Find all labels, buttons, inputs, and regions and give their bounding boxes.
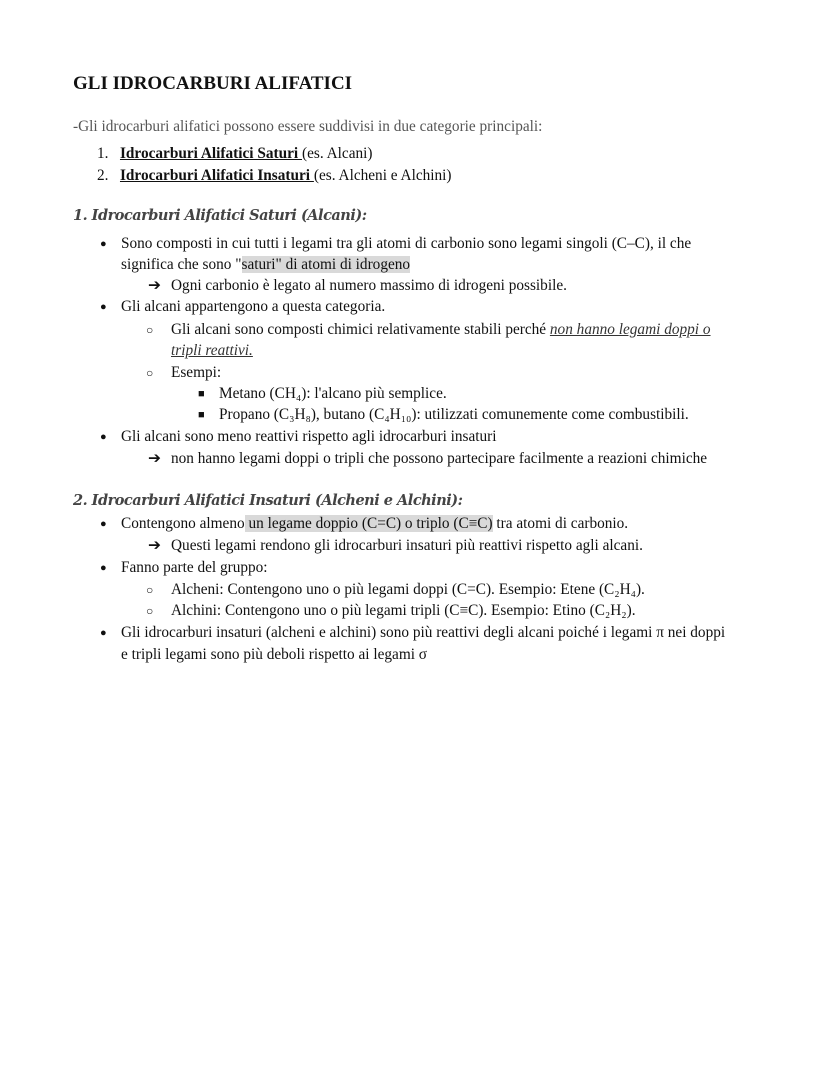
circle-bullet-icon: ○ [146,604,154,618]
s2-bullet-3-line-1: Gli idrocarburi insaturi (alcheni e alchini) sono più reattivi degli alcani poiché i legami π nei doppi [121,624,726,641]
bullet-icon: ● [100,518,107,530]
circle-bullet-icon: ○ [146,583,154,597]
bullet-icon: ● [100,562,107,574]
item-text: (es. Alcheni e Alchini) [313,167,452,184]
emphasized-text: non hanno legami doppi o [549,321,711,338]
highlighted-text: saturi" di atomi di idrogeno [241,256,411,273]
s2-bullet-1 [121,514,628,534]
example-2: Propano (C₃H₈), butano (C₄H₁₀): utilizzati comunemente come combustibili. [219,406,689,423]
highlighted-text: un legame doppio (C=C) o triplo (C≡C) [244,515,493,532]
s1-sub-2: Esempi: [171,364,222,381]
square-bullet-icon: ■ [198,409,205,421]
numbered-item-2 [97,166,452,186]
s1-arrow-1: Ogni carbonio è legato al numero massimo di idrogeni possibile. [171,277,567,294]
text: tra atomi di carbonio. [492,515,629,532]
s2-sub-2: Alchini: Contengono uno o più legami tripli (C≡C). Esempio: Etino (C₂H₂). [171,602,636,619]
s1-bullet-3: Gli alcani sono meno reattivi rispetto agli idrocarburi insaturi [121,428,497,445]
s1-arrow-2: non hanno legami doppi o tripli che possono partecipare facilmente a reazioni chimiche [171,450,708,467]
s2-bullet-3-line-2: e tripli legami sono più deboli rispetto ai legami σ [121,646,428,663]
s2-arrow-1: Questi legami rendono gli idrocarburi insaturi più reattivi rispetto agli alcani. [171,537,643,554]
text: significa che sono " [121,256,242,273]
link-saturi[interactable]: Idrocarburi Alifatici Saturi [119,145,302,162]
list-number: 2. [97,167,109,184]
section-1-heading: 1. Idrocarburi Alifatici Saturi (Alcani): [73,207,367,224]
numbered-item-1 [97,144,373,164]
arrow-icon: ➔ [148,277,161,294]
s1-bullet-1-line-2 [121,255,410,275]
square-bullet-icon: ■ [198,388,205,400]
item-text: (es. Alcani) [301,145,373,162]
page-title: GLI IDROCARBURI ALIFATICI [73,73,353,94]
s1-sub-1-cont: tripli reattivi. [171,342,253,359]
s1-sub-1 [171,320,711,340]
link-insaturi[interactable]: Idrocarburi Alifatici Insaturi [119,167,314,184]
s2-bullet-2: Fanno parte del gruppo: [121,559,268,576]
text: Gli alcani sono composti chimici relativamente stabili perché [171,321,550,338]
section-2-heading: 2. Idrocarburi Alifatici Insaturi (Alcheni e Alchini): [73,492,463,509]
bullet-icon: ● [100,301,107,313]
bullet-icon: ● [100,627,107,639]
arrow-icon: ➔ [148,537,161,554]
list-number: 1. [97,145,109,162]
example-1: Metano (CH₄): l'alcano più semplice. [219,385,447,402]
intro-text: -Gli idrocarburi alifatici possono essere suddivisi in due categorie principali: [73,118,543,135]
s1-bullet-1-line-1: Sono composti in cui tutti i legami tra gli atomi di carbonio sono legami singoli (C–C), il che [121,235,692,252]
bullet-icon: ● [100,238,107,250]
circle-bullet-icon: ○ [146,323,154,337]
bullet-icon: ● [100,431,107,443]
text: Contengono almeno [121,515,245,532]
circle-bullet-icon: ○ [146,366,154,380]
s1-bullet-2: Gli alcani appartengono a questa categoria. [121,298,386,315]
arrow-icon: ➔ [148,450,161,467]
s2-sub-1: Alcheni: Contengono uno o più legami doppi (C=C). Esempio: Etene (C₂H₄). [171,581,645,598]
